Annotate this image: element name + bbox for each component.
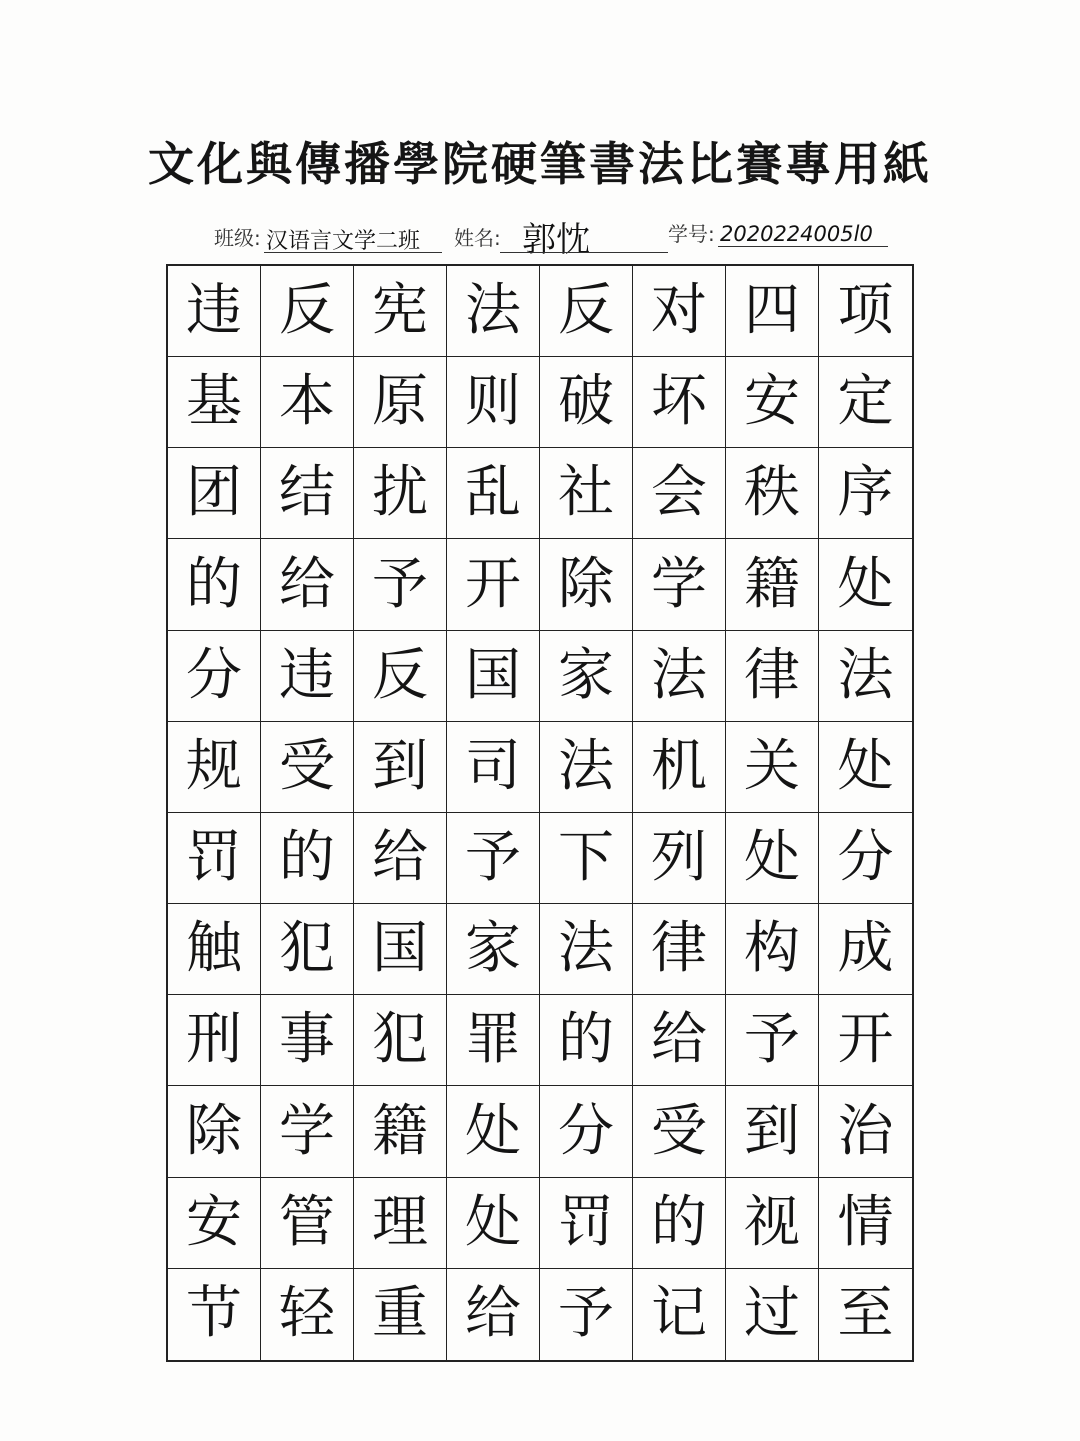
grid-cell: 刑 [168,995,261,1086]
grid-cell: 罚 [540,1178,633,1269]
grid-cell: 管 [261,1178,354,1269]
grid-cell: 分 [168,631,261,722]
grid-cell: 过 [726,1269,819,1360]
grid-cell: 构 [726,904,819,995]
grid-cell: 节 [168,1269,261,1360]
grid-cell: 基 [168,357,261,448]
grid-cell: 项 [819,266,912,357]
grid-cell: 受 [261,722,354,813]
grid-cell: 的 [633,1178,726,1269]
grid-cell: 安 [726,357,819,448]
grid-cell: 乱 [447,448,540,539]
grid-cell: 扰 [354,448,447,539]
grid-cell: 家 [447,904,540,995]
grid-cell: 犯 [354,995,447,1086]
grid-cell: 予 [354,539,447,630]
grid-cell: 法 [540,904,633,995]
grid-cell: 结 [261,448,354,539]
grid-cell: 予 [540,1269,633,1360]
grid-cell: 原 [354,357,447,448]
grid-cell: 法 [819,631,912,722]
class-label: 班级: [214,226,261,250]
grid-cell: 的 [261,813,354,904]
grid-cell: 反 [540,266,633,357]
grid-cell: 规 [168,722,261,813]
grid-cell: 律 [633,904,726,995]
grid-cell: 本 [261,357,354,448]
grid-cell: 秩 [726,448,819,539]
grid-cell: 法 [447,266,540,357]
grid-cell: 反 [354,631,447,722]
grid-cell: 予 [726,995,819,1086]
grid-cell: 处 [447,1178,540,1269]
grid-cell: 记 [633,1269,726,1360]
grid-cell: 违 [261,631,354,722]
grid-cell: 给 [447,1269,540,1360]
grid-cell: 处 [726,813,819,904]
grid-cell: 学 [633,539,726,630]
grid-cell: 关 [726,722,819,813]
grid-cell: 分 [819,813,912,904]
grid-cell: 学 [261,1086,354,1177]
grid-cell: 予 [447,813,540,904]
grid-cell: 籍 [354,1086,447,1177]
grid-cell: 处 [819,722,912,813]
grid-cell: 籍 [726,539,819,630]
grid-cell: 对 [633,266,726,357]
grid-cell: 治 [819,1086,912,1177]
id-value: 2020224005l0 [720,222,873,246]
grid-cell: 理 [354,1178,447,1269]
id-label: 学号: [668,222,715,246]
grid-cell: 法 [633,631,726,722]
grid-cell: 列 [633,813,726,904]
grid-cell: 至 [837,1281,894,1347]
grid-cell: 机 [633,722,726,813]
grid-cell: 除 [540,539,633,630]
grid-cell: 律 [726,631,819,722]
grid-cell: 团 [168,448,261,539]
grid-cell: 到 [354,722,447,813]
grid-cell: 反 [261,266,354,357]
grid-cell: 给 [354,813,447,904]
student-info-row [0,212,1080,262]
name-label: 姓名: [454,226,501,250]
grid-cell: 犯 [261,904,354,995]
grid-cell: 宪 [354,266,447,357]
grid-cell: 违 [168,266,261,357]
name-value: 郭忱 [522,220,590,260]
grid-cell: 成 [819,904,912,995]
grid-cell: 轻 [261,1269,354,1360]
grid-cell: 受 [633,1086,726,1177]
id-underline [718,246,888,247]
grid-cell: 社 [540,448,633,539]
grid-cell: 处 [447,1086,540,1177]
grid-cell: 罚 [168,813,261,904]
grid-cell: 国 [447,631,540,722]
grid-cell: 破 [540,357,633,448]
grid-cell: 罪 [447,995,540,1086]
grid-cell: 分 [540,1086,633,1177]
grid-cell: 的 [168,539,261,630]
grid-cell: 司 [447,722,540,813]
grid-cell: 国 [354,904,447,995]
grid-cell: 视 [726,1178,819,1269]
grid-cell: 重 [354,1269,447,1360]
grid-cell: 下 [540,813,633,904]
sheet-title: 文化與傳播學院硬筆書法比賽專用紙 [148,137,932,191]
grid-cell: 触 [168,904,261,995]
class-underline [264,252,442,253]
grid-cell: 则 [447,357,540,448]
grid-cell: 四 [726,266,819,357]
character-grid [166,264,914,1362]
grid-cell: 序 [819,448,912,539]
grid-cell: 法 [540,722,633,813]
grid-cell: 到 [726,1086,819,1177]
class-value: 汉语言文学二班 [266,229,421,254]
name-underline [500,252,668,253]
grid-cell: 给 [633,995,726,1086]
grid-cell: 的 [540,995,633,1086]
grid-cell: 事 [261,995,354,1086]
grid-cell: 坏 [633,357,726,448]
grid-cell: 定 [819,357,912,448]
grid-cell: 情 [819,1178,912,1269]
grid-cell: 安 [168,1178,261,1269]
grid-cell: 家 [540,631,633,722]
grid-cell: 除 [168,1086,261,1177]
grid-cell: 会 [633,448,726,539]
grid-cell: 开 [447,539,540,630]
grid-cell: 处 [819,539,912,630]
grid-cell: 开 [819,995,912,1086]
grid-cell: 给 [261,539,354,630]
